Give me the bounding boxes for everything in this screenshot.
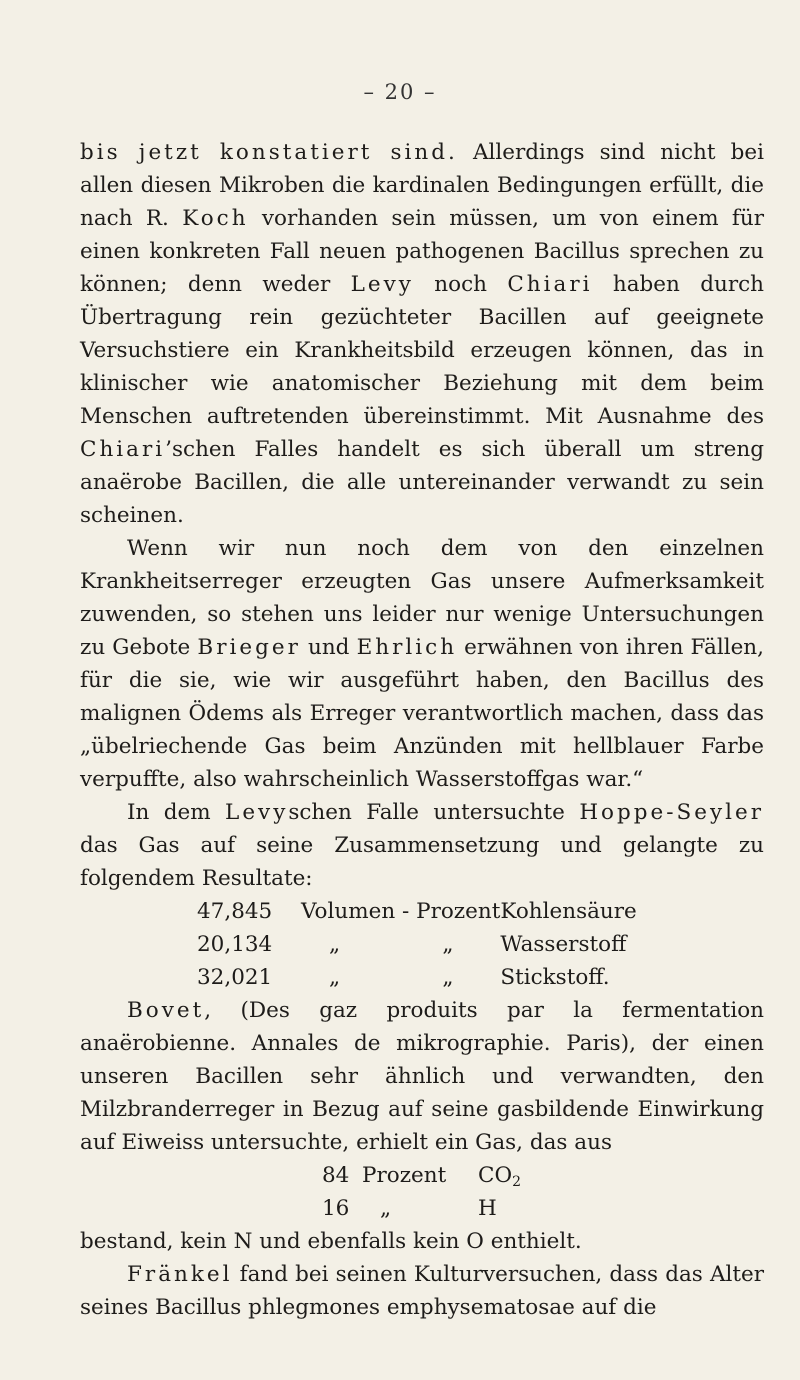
text-span: Allerdings sind nicht bei allen diesen Mikroben die kardinalen Bedingungen erfüllt, die nach R. <box>80 140 764 231</box>
table-cell: „ <box>380 1196 392 1221</box>
paragraph-1 <box>80 136 764 532</box>
author-name: Ehrlich <box>356 635 458 660</box>
page-number: – 20 – <box>363 80 437 104</box>
table-cell: 84 <box>322 1163 350 1188</box>
formula-subscript: 2 <box>512 1174 521 1190</box>
table-row <box>322 1192 521 1225</box>
text-span: vorhanden sein müssen, um von einem für einen konkreten Fall neuen pathogenen Bacillus sprechen zu können; denn weder <box>80 206 764 297</box>
text-span: erwähnen von ihren Fällen, für die sie, wie wir ausgeführt haben, den Bacillus des malignen Ödems als Erreger verantwortlich machen, dass das „übelriechende Gas beim Anzünden mit hellblauer Farbe verpuffte, also wahrscheinlich Wasserstoffgas war.“ <box>80 635 764 792</box>
table-cell: 20,134 <box>197 932 273 957</box>
author-name: Levy <box>225 800 289 825</box>
table-cell: „ <box>442 965 454 990</box>
table-cell: 32,021 <box>197 965 273 990</box>
table-row <box>322 1159 521 1192</box>
text-span: und <box>300 635 357 660</box>
gas-composition-table-1 <box>197 895 637 994</box>
table-cell <box>478 1159 521 1192</box>
text-span: In dem <box>127 800 226 825</box>
text-span: , (Des gaz produits par la fermentation anaërobienne. Annales de mikrographie. Paris), der einen unseren Bacillen sehr ähnlich und verwandten, den Milzbranderreger in Bezug auf seine gasbildende Einwirkung auf Eiweiss untersuchte, erhielt ein Gas, das aus <box>80 998 764 1155</box>
table-cell: „ <box>329 932 341 957</box>
text-span: das Gas auf seine Zusammensetzung und gelangte zu folgendem Resultate: <box>80 833 764 891</box>
author-name: Brieger <box>197 635 301 660</box>
text-span: schen Falle untersuchte <box>288 800 580 825</box>
paragraph-5 <box>80 1225 764 1258</box>
body-text <box>80 136 764 1324</box>
author-name: Chiari <box>80 437 166 462</box>
author-name: Chiari <box>507 272 593 297</box>
table-cell: Wasserstoff <box>500 932 627 957</box>
chemical-formula: CO <box>478 1163 513 1188</box>
text-span: Wenn wir nun noch dem von den einzelnen Krankheitserreger erzeugten Gas unsere Aufmerksamkeit zuwenden, so stehen uns leider nur wenige Untersuchungen zu Gebote <box>80 536 764 660</box>
table-row <box>197 928 637 961</box>
author-name: Levy <box>350 272 414 297</box>
table-cell: 16 <box>322 1196 350 1221</box>
text-span: fand bei seinen Kulturversuchen, dass das Alter seines Bacillus phlegmones emphysematosae auf die <box>80 1262 764 1320</box>
author-name: Bovet <box>127 998 205 1023</box>
paragraph-2 <box>80 532 764 796</box>
table-cell: H <box>478 1196 497 1221</box>
author-name: Hoppe-Seyler <box>579 800 764 825</box>
table-cell: „ <box>442 932 454 957</box>
text-span: ’schen Falles handelt es sich überall um streng anaërobe Bacillen, die alle untereinander verwandt zu sein scheinen. <box>80 437 764 528</box>
table-cell: Prozent <box>362 1163 447 1188</box>
paragraph-3 <box>80 796 764 895</box>
gas-composition-table-2 <box>322 1159 521 1225</box>
text-span: bestand, kein N und ebenfalls kein O enthielt. <box>80 1229 582 1254</box>
table-cell: 47,845 <box>197 899 273 924</box>
text-span: haben durch Übertragung rein gezüchteter Bacillen auf geeignete Versuchstiere ein Krankheitsbild erzeugen können, das in klinischer wie anatomischer Beziehung mit dem beim Menschen auftretenden übereinstimmt. Mit Ausnahme des <box>80 272 764 429</box>
table-cell: Kohlensäure <box>500 899 637 924</box>
table-cell: Stickstoff. <box>500 965 610 990</box>
paragraph-6 <box>80 1258 764 1324</box>
table-cell: Volumen - Prozent <box>301 899 501 924</box>
author-name: Fränkel <box>127 1262 233 1287</box>
paragraph-4 <box>80 994 764 1159</box>
author-name: Koch <box>182 206 249 231</box>
text-span: bis jetzt konstatiert sind. <box>80 140 458 165</box>
table-row <box>197 961 637 994</box>
text-span: noch <box>413 272 508 297</box>
table-cell: „ <box>329 965 341 990</box>
table-row <box>197 895 637 928</box>
